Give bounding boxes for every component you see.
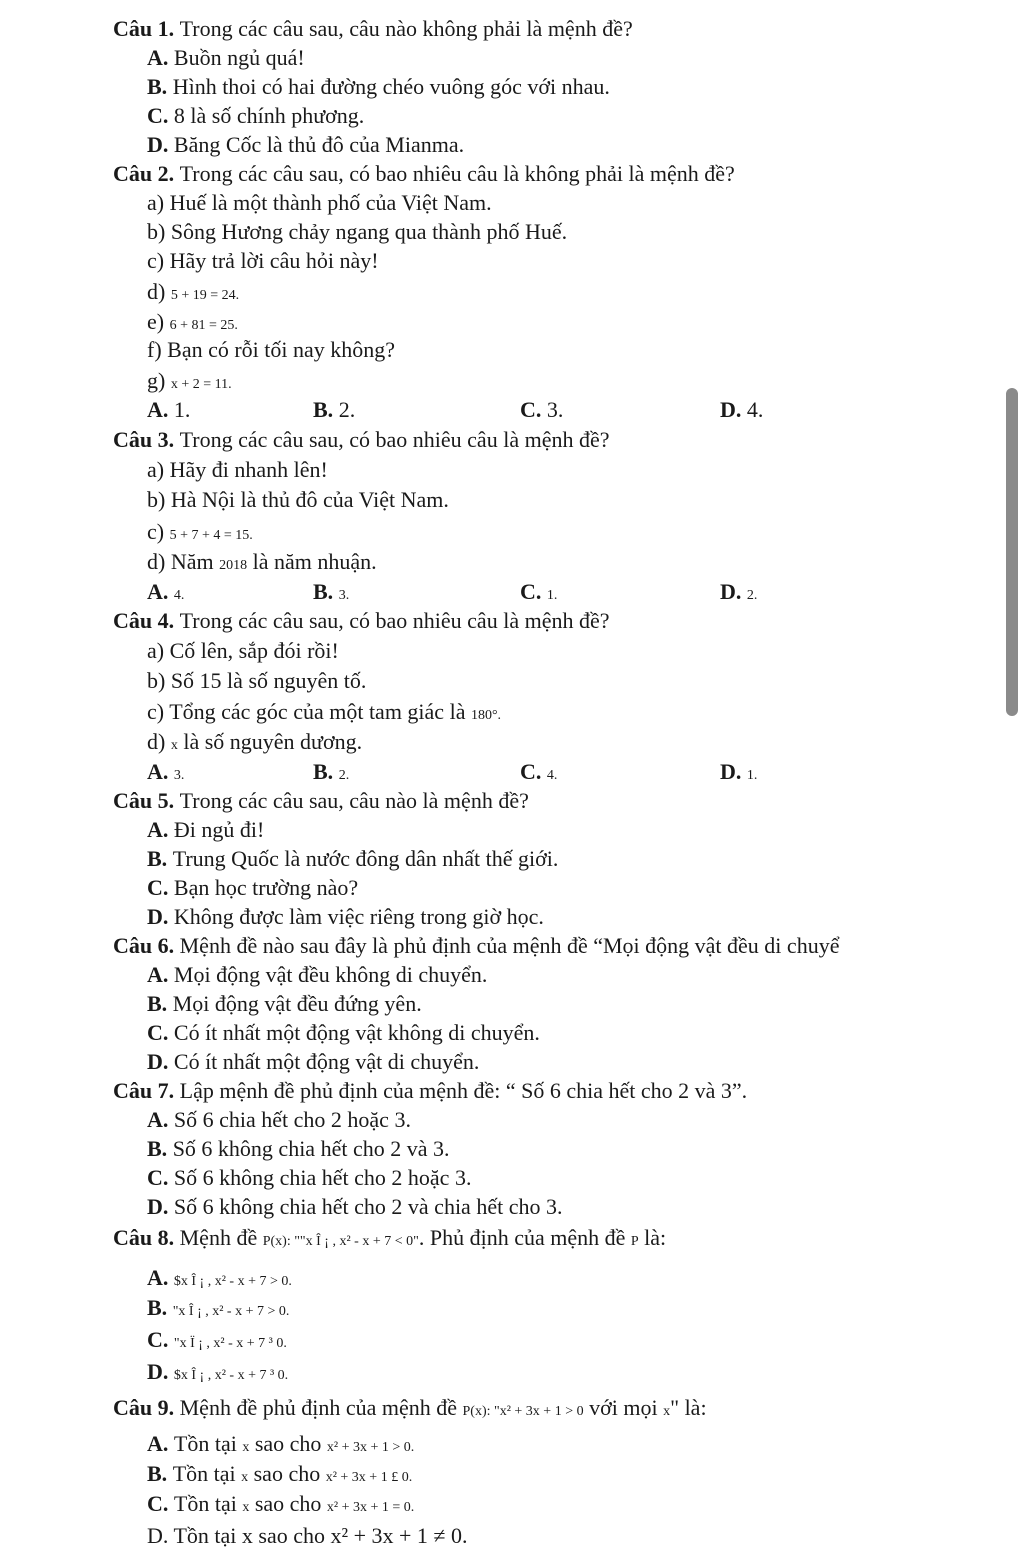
answer-choice <box>720 578 757 606</box>
option-line <box>147 1106 411 1134</box>
partial-option-line <box>0 1522 1024 1548</box>
math-text: $x Î ¡ , x² - x + 7 ³ 0. <box>173 1368 289 1383</box>
body-text: là năm nhuận. <box>247 549 377 574</box>
math-text: x <box>242 1440 250 1455</box>
label-text: A. <box>147 817 174 842</box>
option-line <box>147 816 264 844</box>
label-text: D. <box>720 759 747 784</box>
body-text: . Phủ định của mệnh đề <box>418 1225 631 1250</box>
option-line <box>147 1264 292 1292</box>
body-text: Tồn tại <box>173 1491 243 1516</box>
body-text: b) Hà Nội là thủ đô của Việt Nam. <box>147 487 449 512</box>
question-line <box>113 932 839 960</box>
option-line <box>147 486 449 514</box>
body-text: là số nguyên dương. <box>177 729 363 754</box>
body-text: sao cho <box>248 1461 326 1486</box>
option-line <box>147 1490 414 1518</box>
math-text: 6 + 81 = 25. <box>169 318 238 333</box>
label-text: A. <box>147 397 174 422</box>
body-text: g) <box>147 368 171 393</box>
option-line <box>147 1164 471 1192</box>
option-line <box>147 218 567 246</box>
math-text: 5 + 7 + 4 = 15. <box>169 528 253 543</box>
option-line <box>147 308 238 336</box>
body-text: c) Hãy trả lời câu hỏi này! <box>147 248 379 273</box>
math-text: x <box>663 1404 671 1419</box>
question-line <box>113 787 529 815</box>
label-text: C. <box>147 1165 174 1190</box>
body-text: Hình thoi có hai đường chéo vuông góc với nhau. <box>172 74 610 99</box>
body-text: Tồn tại <box>172 1461 242 1486</box>
body-text: Có ít nhất một động vật di chuyển. <box>173 1049 480 1074</box>
option-line <box>147 131 464 159</box>
option-line <box>147 1430 414 1458</box>
body-text: Băng Cốc là thủ đô của Mianma. <box>173 132 465 157</box>
label-text: D. <box>147 1359 174 1384</box>
math-text: P(x): "x² + 3x + 1 > 0 <box>462 1404 584 1419</box>
option-line <box>147 102 364 130</box>
body-text: 8 là số chính phương. <box>173 103 365 128</box>
math-text: 1. <box>746 768 758 783</box>
math-text: 2. <box>746 588 758 603</box>
option-line <box>147 903 544 931</box>
option-line <box>147 728 362 756</box>
math-text: x² + 3x + 1 > 0. <box>326 1440 415 1455</box>
option-line <box>147 637 339 665</box>
label-text: A. <box>147 1265 174 1290</box>
label-text: D. <box>147 1194 174 1219</box>
label-text: A. <box>147 962 174 987</box>
body-text: Số 6 không chia hết cho 2 hoặc 3. <box>173 1165 472 1190</box>
option-line <box>147 961 487 989</box>
body-text: a) Cố lên, sắp đói rồi! <box>147 638 339 663</box>
answer-choice <box>313 578 349 606</box>
option-line <box>147 189 492 217</box>
body-text: Trong các câu sau, có bao nhiêu câu là mệnh đề? <box>179 608 610 633</box>
body-text: c) Tổng các góc của một tam giác là <box>147 699 471 724</box>
label-text: B. <box>147 1461 173 1486</box>
label-text: D. <box>147 132 174 157</box>
label-text: Câu 4. <box>113 608 180 633</box>
label-text: D. <box>147 904 174 929</box>
answer-choice <box>720 396 763 424</box>
label-text: C. <box>147 1327 174 1352</box>
body-text: Trong các câu sau, câu nào là mệnh đề? <box>179 788 529 813</box>
math-text: $x Î ¡ , x² - x + 7 > 0. <box>173 1274 292 1289</box>
label-text: C. <box>520 759 547 784</box>
label-text: A. <box>147 45 174 70</box>
body-text: b) Sông Hương chảy ngang qua thành phố Huế. <box>147 219 568 244</box>
math-text: 1. <box>546 588 558 603</box>
option-line <box>147 278 239 306</box>
body-text: Số 6 chia hết cho 2 hoặc 3. <box>173 1107 411 1132</box>
body-text: Mệnh đề phủ định của mệnh đề <box>179 1395 463 1420</box>
body-text: d) <box>147 729 171 754</box>
label-text: C. <box>520 579 547 604</box>
option-line <box>147 1326 287 1354</box>
math-text: x <box>170 738 178 753</box>
math-text: 5 + 19 = 24. <box>170 288 240 303</box>
body-text: Mệnh đề <box>179 1225 263 1250</box>
option-line <box>147 396 190 424</box>
option-line <box>147 518 253 546</box>
scrollbar-thumb[interactable] <box>1006 388 1018 716</box>
label-text: C. <box>147 1020 174 1045</box>
math-text: x + 2 = 11. <box>170 377 232 392</box>
body-text: Trung Quốc là nước đông dân nhất thế giới. <box>172 846 559 871</box>
answer-choice <box>520 758 557 786</box>
label-text: A. <box>147 1107 174 1132</box>
body-text: Mọi động vật đều không di chuyển. <box>173 962 488 987</box>
body-text: 2. <box>338 397 356 422</box>
math-text: "x Ï ¡ , x² - x + 7 ³ 0. <box>173 1336 287 1351</box>
label-text: B. <box>147 1136 173 1161</box>
option-line <box>147 1193 562 1221</box>
label-text: Câu 3. <box>113 427 180 452</box>
body-text: Bạn học trường nào? <box>173 875 359 900</box>
question-line <box>113 15 633 43</box>
option-line <box>147 1048 479 1076</box>
body-text: Trong các câu sau, có bao nhiêu câu là không phải là mệnh đề? <box>179 161 735 186</box>
body-text: Mệnh đề nào sau đây là phủ định của mệnh đề “Mọi động vật đều di chuyể <box>179 933 840 958</box>
body-text: b) Số 15 là số nguyên tố. <box>147 668 367 693</box>
answer-choice <box>313 396 355 424</box>
body-text: d) <box>147 279 171 304</box>
option-line <box>147 44 305 72</box>
math-text: P(x): ""x Î ¡ , x² - x + 7 < 0" <box>262 1234 419 1249</box>
label-text: B. <box>147 991 173 1016</box>
label-text: Câu 5. <box>113 788 180 813</box>
option-line <box>147 845 558 873</box>
label-text: C. <box>147 1491 174 1516</box>
body-text: là: <box>638 1225 667 1250</box>
math-text: 180°. <box>470 708 502 723</box>
body-text: sao cho <box>249 1431 327 1456</box>
option-line <box>147 874 358 902</box>
label-text: B. <box>313 397 339 422</box>
label-text: B. <box>313 579 339 604</box>
option-line <box>147 1294 289 1322</box>
math-text: 2. <box>338 768 350 783</box>
option-line <box>147 1135 449 1163</box>
option-line <box>147 990 422 1018</box>
body-text: Buồn ngủ quá! <box>173 45 305 70</box>
option-line <box>147 548 377 576</box>
math-text: x² + 3x + 1 = 0. <box>326 1500 415 1515</box>
question-line <box>113 1224 666 1252</box>
label-text: Câu 8. <box>113 1225 180 1250</box>
label-text: Câu 6. <box>113 933 180 958</box>
label-text: B. <box>147 1295 173 1320</box>
option-line <box>147 758 184 786</box>
answer-choice <box>720 758 757 786</box>
body-text: Đi ngủ đi! <box>173 817 265 842</box>
option-line <box>147 1358 288 1386</box>
option-line <box>147 1019 540 1047</box>
question-line <box>113 160 735 188</box>
math-text: 3. <box>173 768 185 783</box>
body-text: Mọi động vật đều đứng yên. <box>172 991 422 1016</box>
label-text: Câu 2. <box>113 161 180 186</box>
label-text: D. <box>720 397 747 422</box>
option-line <box>147 578 184 606</box>
label-text: A. <box>147 1431 174 1456</box>
answer-choice <box>520 578 557 606</box>
label-text: D. <box>720 579 747 604</box>
body-text: " là: <box>670 1395 707 1420</box>
body-text: Số 6 không chia hết cho 2 và 3. <box>172 1136 450 1161</box>
body-text: 1. <box>173 397 191 422</box>
math-text: x <box>242 1500 250 1515</box>
answer-choice <box>313 758 349 786</box>
body-text: c) <box>147 519 170 544</box>
math-text: 2018 <box>219 558 248 573</box>
body-text: e) <box>147 309 170 334</box>
label-text: A. <box>147 759 174 784</box>
label-text: C. <box>520 397 547 422</box>
body-text: Trong các câu sau, câu nào không phải là mệnh đề? <box>179 16 633 41</box>
question-line <box>113 1394 707 1422</box>
body-text: a) Huế là một thành phố của Việt Nam. <box>147 190 492 215</box>
option-line <box>147 667 366 695</box>
math-text: x <box>241 1470 249 1485</box>
option-line <box>147 698 501 726</box>
body-text: Trong các câu sau, có bao nhiêu câu là mệnh đề? <box>179 427 610 452</box>
label-text: Câu 1. <box>113 16 180 41</box>
option-line <box>147 73 610 101</box>
question-line <box>113 1077 747 1105</box>
math-text: 4. <box>173 588 185 603</box>
label-text: B. <box>313 759 339 784</box>
label-text: C. <box>147 103 174 128</box>
math-text: 3. <box>338 588 350 603</box>
option-line <box>147 1460 412 1488</box>
body-text: f) Bạn có rỗi tối nay không? <box>147 337 396 362</box>
body-text: Không được làm việc riêng trong giờ học. <box>173 904 544 929</box>
body-text: Có ít nhất một động vật không di chuyển. <box>173 1020 540 1045</box>
math-text: 4. <box>546 768 558 783</box>
body-text: 3. <box>546 397 564 422</box>
option-line <box>147 247 379 275</box>
math-text: P <box>630 1234 639 1249</box>
body-text: 4. <box>746 397 764 422</box>
option-line <box>147 456 328 484</box>
body-text: Tồn tại <box>173 1431 243 1456</box>
question-line <box>113 607 609 635</box>
question-line <box>113 426 609 454</box>
body-text: a) Hãy đi nhanh lên! <box>147 457 328 482</box>
body-text: sao cho <box>249 1491 327 1516</box>
label-text: B. <box>147 846 173 871</box>
label-text: Câu 7. <box>113 1078 180 1103</box>
body-text: Lập mệnh đề phủ định của mệnh đề: “ Số 6 chia hết cho 2 và 3”. <box>179 1078 748 1103</box>
partial-option-text: D. Tồn tại x sao cho x² + 3x + 1 ≠ 0. <box>147 1523 468 1548</box>
label-text: C. <box>147 875 174 900</box>
body-text: Số 6 không chia hết cho 2 và chia hết cho 3. <box>173 1194 563 1219</box>
label-text: A. <box>147 579 174 604</box>
label-text: D. <box>147 1049 174 1074</box>
option-line <box>147 336 395 364</box>
body-text: với mọi <box>583 1395 664 1420</box>
answer-choice <box>520 396 563 424</box>
math-text: "x Î ¡ , x² - x + 7 > 0. <box>172 1304 290 1319</box>
label-text: Câu 9. <box>113 1395 180 1420</box>
label-text: B. <box>147 74 173 99</box>
option-line <box>147 367 232 395</box>
math-text: x² + 3x + 1 £ 0. <box>325 1470 413 1485</box>
scrollbar[interactable] <box>1000 0 1024 1533</box>
body-text: d) Năm <box>147 549 220 574</box>
